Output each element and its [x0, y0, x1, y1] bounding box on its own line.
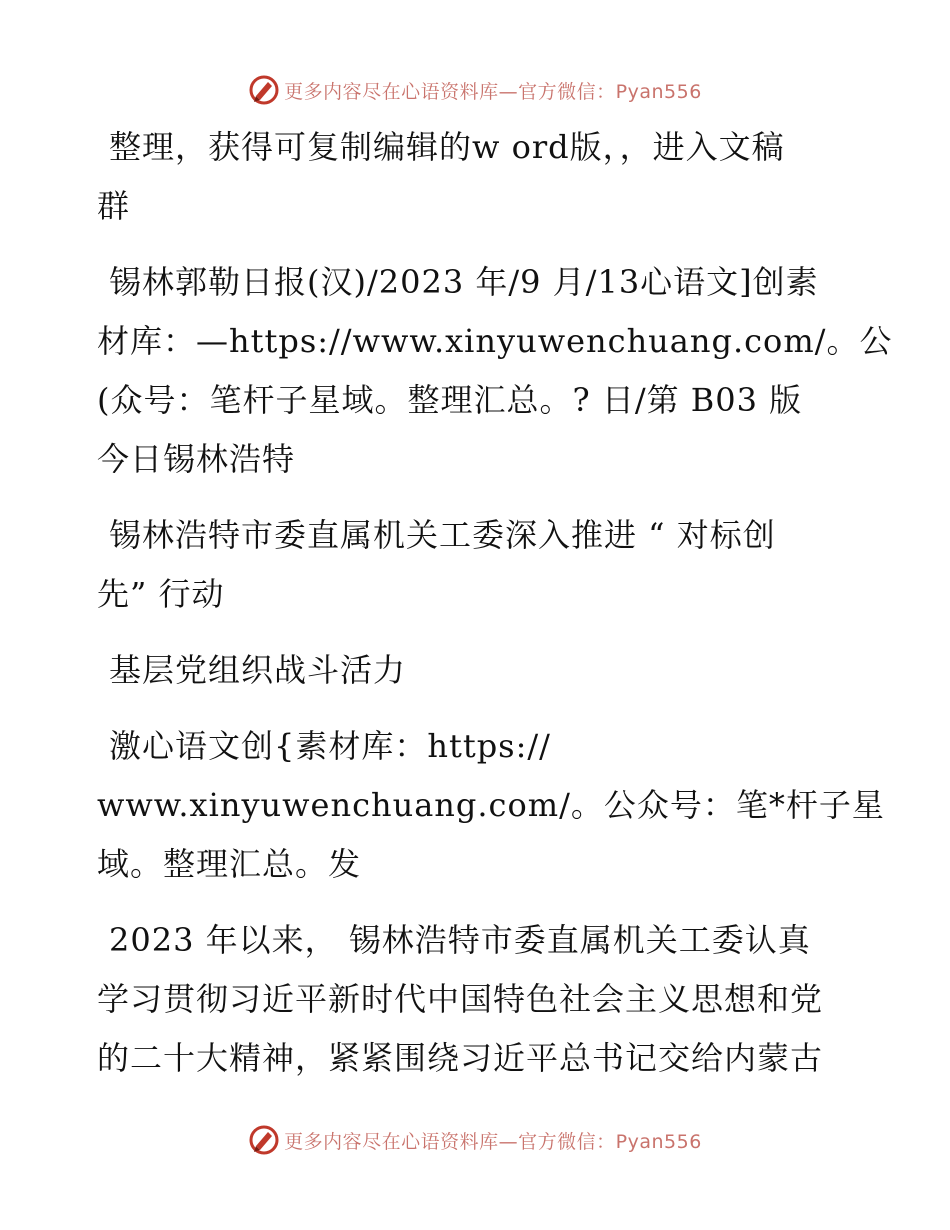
header-banner-text: 更多内容尽在心语资料库—官方微信：Pyan556 [284, 80, 702, 103]
text-line: 的二十大精神，紧紧围绕习近平总书记交给内蒙古 [97, 1039, 824, 1077]
text-line: 今日锡林浩特 [97, 440, 296, 478]
text-line: 基层党组织战斗活力 [109, 651, 407, 689]
text-line: 学习贯彻习近平新时代中国特色社会主义思想和党 [97, 980, 824, 1018]
text-line: 群 [97, 187, 131, 225]
header-banner [0, 72, 950, 108]
text-line: 整理，获得可复制编辑的w ord版，，进入文稿 [109, 128, 785, 166]
text-line: 2023 年以来， 锡林浩特市委直属机关工委认真 [109, 921, 811, 959]
pen-logo-icon [248, 74, 280, 106]
text-line: 激心语文创{素材库：https:// [109, 727, 551, 765]
text-line: 先” 行动 [97, 575, 225, 613]
paragraph [97, 118, 857, 236]
paragraph [97, 506, 857, 624]
paragraph [97, 911, 857, 1088]
text-line: 锡林浩特市委直属机关工委深入推进 “ 对标创 [109, 516, 776, 554]
text-line: www.xinyuwenchuang.com/。公众号：笔*杆子星 [97, 786, 885, 824]
document-body [97, 118, 893, 1105]
paragraph [97, 641, 857, 700]
footer-banner-text: 更多内容尽在心语资料库—官方微信：Pyan556 [284, 1130, 702, 1153]
text-line: 域。整理汇总。发 [97, 845, 362, 883]
text-line: (众号：笔杆子星域。整理汇总。? 日/第 B03 版 [97, 381, 803, 419]
paragraph [97, 253, 893, 489]
pen-logo-icon [248, 1124, 280, 1156]
text-line: 材库：—https://www.xinyuwenchuang.com/。公 [97, 322, 893, 360]
text-line: 锡林郭勒日报(汉)/2023 年/9 月/13心语文]创素 [109, 263, 819, 301]
paragraph [97, 717, 885, 894]
footer-banner [0, 1122, 950, 1158]
